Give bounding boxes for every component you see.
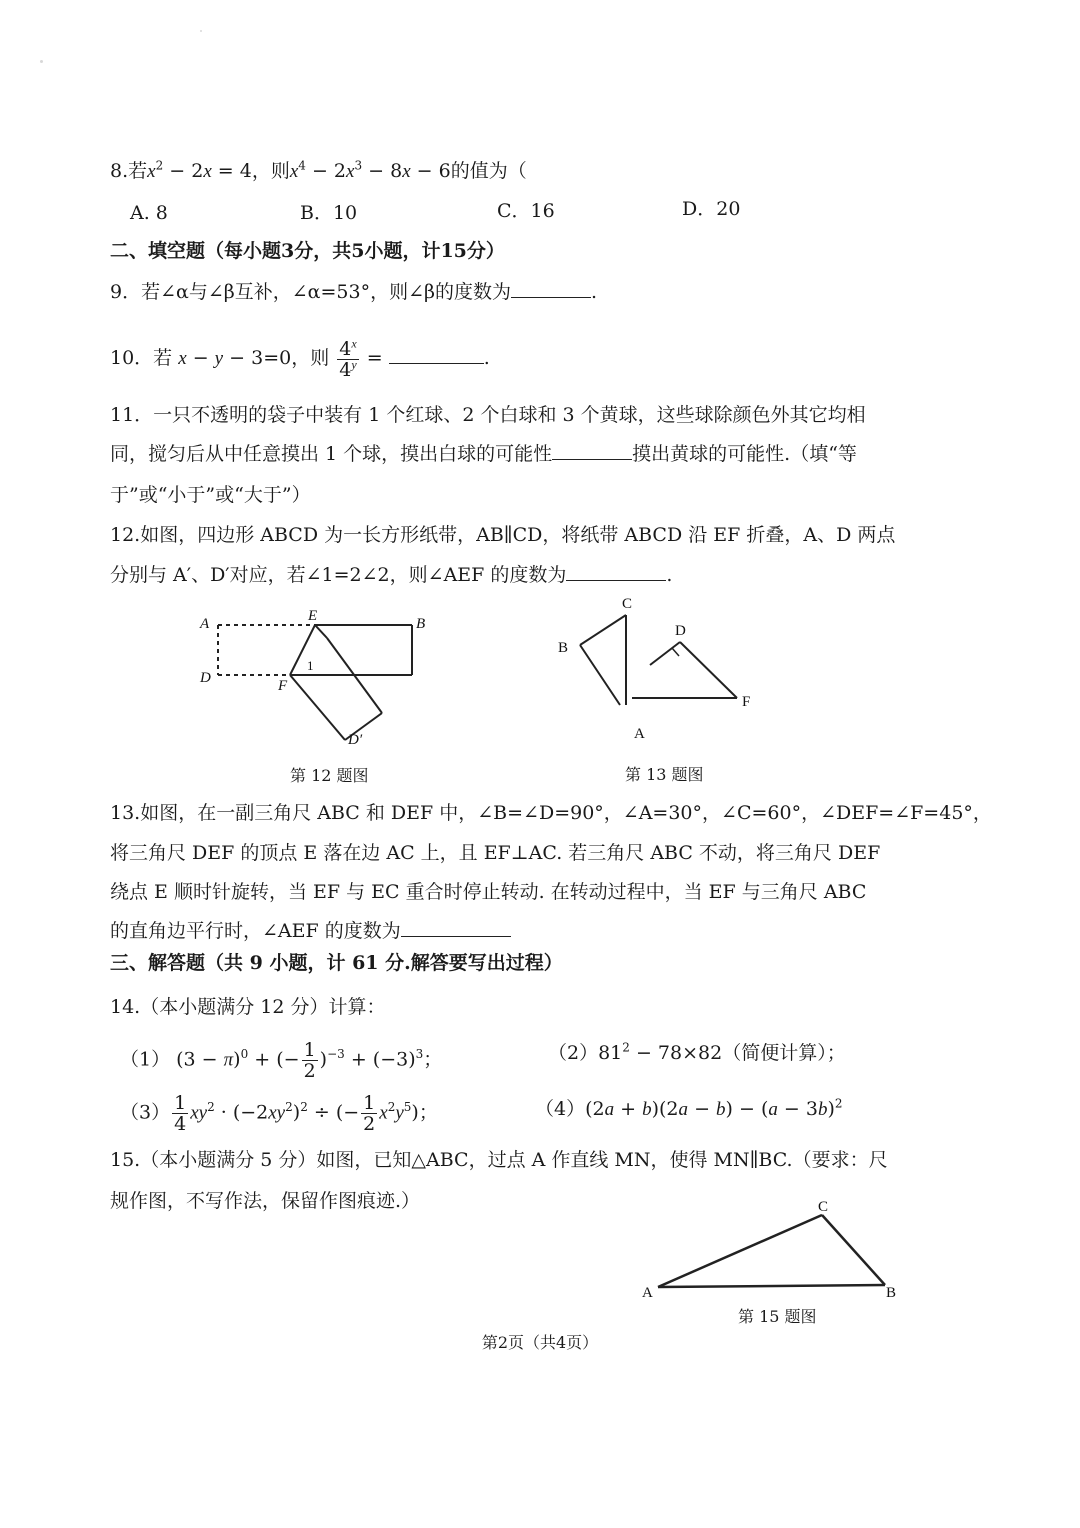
q13-line-4-text: 的直角边平行时，∠AEF 的度数为 xyxy=(110,920,401,942)
q9-text: 9．若∠α与∠β互补，∠α=53°，则∠β的度数为 xyxy=(110,281,511,303)
q11-line-2b: 摸出黄球的可能性.（填“等 xyxy=(632,443,857,465)
fig15-edge-cb xyxy=(822,1215,885,1285)
q8-option-b: B．10 xyxy=(300,202,358,224)
q14-p1-fraction: $\frac{1}{2}$ xyxy=(303,1039,316,1082)
fig13-edge-fd xyxy=(680,642,737,698)
q14-p2-label: （2） xyxy=(548,1042,599,1064)
fig12-label-a: A xyxy=(200,616,210,632)
q8-option-c: C．16 xyxy=(497,200,555,222)
fig13-caption: 第 13 题图 xyxy=(625,765,704,784)
scan-speck xyxy=(40,60,43,63)
fig13-right-angle-mark xyxy=(672,648,679,656)
q12-line-1: 12.如图，四边形 ABCD 为一长方形纸带，AB∥CD，将纸带 ABCD 沿 EF 折叠，A、D 两点 xyxy=(110,524,896,546)
q11-answer-blank[interactable] xyxy=(552,441,632,460)
q13-line-2: 将三角尺 DEF 的顶点 E 落在边 AC 上，且 EF⊥AC. 若三角尺 ABC 不动，将三角尺 DEF xyxy=(110,842,881,864)
q13-line-1: 13.如图，在一副三角尺 ABC 和 DEF 中，∠B=∠D=90°，∠A=30°，∠C=60°，∠DEF=∠F=45°， xyxy=(110,802,992,824)
q13-answer-blank[interactable] xyxy=(401,918,511,937)
fig13-edge-cb xyxy=(580,615,626,645)
q11-line-2a: 同，搅匀后从中任意摸出 1 个球，摸出白球的可能性 xyxy=(110,443,553,465)
q11-line-2 xyxy=(110,441,857,467)
fig12-label-angle-1: 1 xyxy=(307,658,314,673)
q14-p1-label: （1） xyxy=(120,1048,171,1071)
fig12-edge-fdp xyxy=(290,675,345,740)
q14-p3-fraction-b: $\frac{1}{2}$ xyxy=(363,1092,376,1135)
q14-part-1: （1） $(3 - \pi)^0$ + (− $\frac{1}{2}$ )$^{-3} + (-3)^3$； xyxy=(120,1039,443,1082)
fig12-label-b: B xyxy=(416,616,426,632)
q13-line-4 xyxy=(110,918,511,944)
q8-option-a: A. 8 xyxy=(130,202,168,224)
q15-line-1: 15.（本小题满分 5 分）如图，已知△ABC，过点 A 作直线 MN，使得 MN∥BC.（要求：尺 xyxy=(110,1149,888,1171)
fig15-edge-ac xyxy=(658,1215,822,1287)
page-footer: 第2页（共4页） xyxy=(481,1333,599,1352)
fig13-label-c: C xyxy=(622,596,633,612)
fig15-label-a: A xyxy=(642,1285,653,1301)
fig15-edge-ab xyxy=(658,1285,885,1287)
section-3-title: 三、解答题（共 9 小题，计 61 分.解答要写出过程） xyxy=(110,952,563,974)
fig12-caption: 第 12 题图 xyxy=(290,766,369,785)
question-8: 8.若$x^2 - 2x = 4$，则$x^4 - 2x^3 - 8x - 6$的值为（ xyxy=(110,158,527,182)
q14-p3-fraction-a: $\frac{1}{4}$ xyxy=(174,1092,187,1135)
q8-text-c: 的值为（ xyxy=(450,160,527,182)
q14-part-4: $(4)(2a + b)(2a - b) - (a - 3b)^2$ xyxy=(535,1096,843,1120)
fig13-label-d: D xyxy=(675,623,686,639)
fig12-label-dprime: D′ xyxy=(348,732,363,748)
q12-answer-blank[interactable] xyxy=(566,562,666,581)
q11-line-1: 11．一只不透明的袋子中装有 1 个红球、2 个白球和 3 个黄球，这些球除颜色外其它均相 xyxy=(110,404,866,426)
q12-line-2 xyxy=(110,562,672,588)
scan-speck xyxy=(200,30,202,32)
fig13-label-f: F xyxy=(742,694,751,710)
q9-answer-blank[interactable] xyxy=(511,279,591,298)
q14-p2-note: （简便计算）； xyxy=(722,1042,846,1064)
question-10: 10．若 x − y − 3=0，则 $\frac{4^x}{4^y}$ = . xyxy=(110,336,490,381)
fig13-edge-de xyxy=(650,642,680,665)
q11-line-3: 于”或“小于”或“大于”） xyxy=(110,484,311,506)
fig13-label-b: B xyxy=(558,640,569,656)
fig12-label-f: F xyxy=(278,678,288,694)
figure-15 xyxy=(630,1195,920,1305)
fig15-caption: 第 15 题图 xyxy=(738,1307,817,1326)
q8-option-d: D．20 xyxy=(682,198,741,220)
figure-13 xyxy=(550,590,770,750)
q14-p4-label: （4） xyxy=(535,1098,586,1120)
fig13-edge-ba xyxy=(580,645,620,705)
fig13-label-a: A xyxy=(634,726,645,742)
figure-12 xyxy=(190,600,440,750)
q9-end: . xyxy=(591,281,598,303)
section-2-title: 二、填空题（每小题3分，共5小题，计15分） xyxy=(110,240,505,262)
q13-line-3: 绕点 E 顺时针旋转，当 EF 与 EC 重合时停止转动. 在转动过程中，当 EF 与三角尺 ABC xyxy=(110,881,867,903)
q10-mid: ，则 xyxy=(291,347,330,369)
q8-text-a: 8.若 xyxy=(110,160,148,182)
q14-title: 14.（本小题满分 12 分）计算： xyxy=(110,996,386,1018)
q10-end: . xyxy=(483,347,490,369)
q12-line-2-text: 分别与 A′、D′对应，若∠1=2∠2，则∠AEF 的度数为 xyxy=(110,564,567,586)
question-9 xyxy=(110,279,597,305)
fig15-label-c: C xyxy=(818,1199,829,1215)
q8-text-b: ，则 xyxy=(251,160,290,182)
q14-p3-label: （3） xyxy=(120,1101,171,1124)
q15-line-2: 规作图，不写作法，保留作图痕迹.） xyxy=(110,1190,421,1212)
q12-end: . xyxy=(666,564,673,586)
q10-answer-blank[interactable] xyxy=(389,345,484,364)
q14-part-2: $(2)81^2 - 78\times 82$（简便计算）； xyxy=(548,1040,846,1064)
q14-part-3: （3） $\frac{1}{4}$ $xy^2 \cdot (-2xy^2)^2$ ÷ (− $\frac{1}{2}$ $x^2y^5$)； xyxy=(120,1092,438,1135)
q10-prefix: 10．若 xyxy=(110,347,173,369)
q10-fraction: $\frac{4^x}{4^y}$ xyxy=(339,336,357,381)
fig15-label-b: B xyxy=(886,1285,897,1301)
fig12-edge-eap xyxy=(315,625,327,638)
fig12-label-e: E xyxy=(308,608,318,624)
fig12-label-d: D xyxy=(200,670,211,686)
